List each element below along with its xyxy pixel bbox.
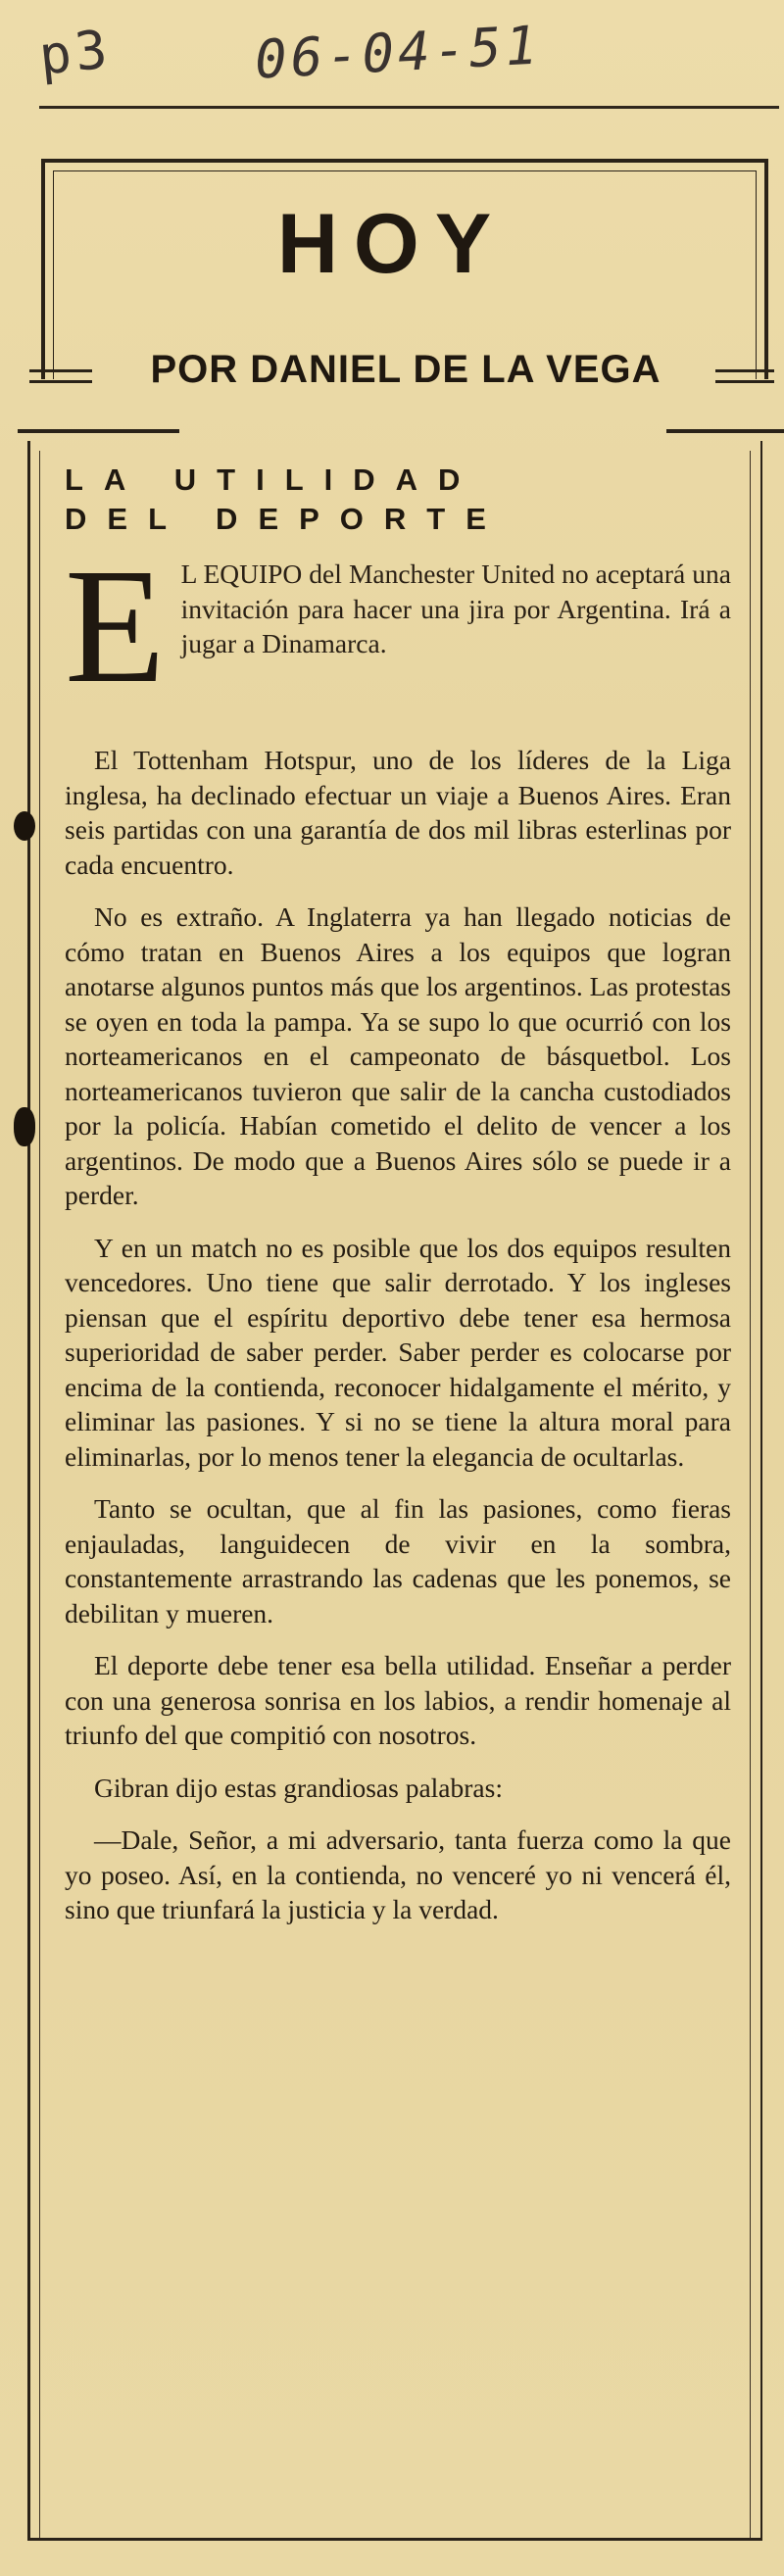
byline-rule-right <box>715 369 774 383</box>
article-heading <box>65 461 613 539</box>
column-rule-top-left <box>18 429 179 433</box>
paragraph: Gibran dijo estas grandiosas palabras: <box>94 1772 503 1803</box>
column-title: HOY <box>276 197 508 291</box>
article-heading-line-2: DEL DEPORTE <box>65 502 507 536</box>
paragraph: Y en un match no es posible que los dos equipos resulten vencedores. Uno tiene que salir derrotado. Y los ingleses piensan que el espíritu deportivo debe tener esa hermosa superioridad de saber perder. Saber perder es colocarse por encima de la contienda, reconocer hidalgamente el mérito, y eliminar las pasiones. Y si no se tiene la altura moral para eliminarlas, por lo menos tener la elegancia de ocultarlas. <box>65 1232 731 1472</box>
paragraph: El deporte debe tener esa bella utilidad. Enseñar a perder con una generosa sonrisa en los labios, a rendir homenaje al triunfo del que compitió con nosotros. <box>65 1650 731 1750</box>
punch-hole <box>14 1107 35 1146</box>
paragraph: Tanto se ocultan, que al fin las pasiones, como fieras enjauladas, languidecen de vivir en la sombra, constantemente arrastrando las cadenas que les ponemos, se debilitan y mueren. <box>65 1493 731 1628</box>
article-body <box>65 743 731 1945</box>
handwritten-date: 06-04-51 <box>253 14 543 91</box>
article-heading-line-1: LA UTILIDAD <box>65 462 481 497</box>
byline: POR DANIEL DE LA VEGA <box>150 348 662 391</box>
lead-paragraph: L EQUIPO del Manchester United no aceptará una invitación para hacer una jira por Argentina. Irá a jugar a Dinamarca. <box>180 559 731 658</box>
handwritten-page-ref: p3 <box>35 18 115 87</box>
paragraph: No es extraño. A Inglaterra ya han llegado noticias de cómo tratan en Buenos Aires a los equipos que logran anotarse algunos puntos más que los argentinos. Las protestas se oyen en toda la pampa. Ya se supo lo que ocurrió con los norteamericanos en el campeonato de básquetbol. Los norteamericanos tuvieron que salir de la cancha custodiados por la policía. Habían cometido el delito de vencer a los argentinos. De modo que a Buenos Aires sólo se puede ir a perder. <box>65 901 731 1210</box>
column-rule-top-right <box>666 429 784 433</box>
handwritten-annotation <box>35 14 725 100</box>
punch-hole <box>14 811 35 841</box>
article-lead <box>65 535 731 717</box>
top-rule <box>39 106 779 109</box>
paragraph: —Dale, Señor, a mi adversario, tanta fuerza como la que yo poseo. Así, en la contienda, no venceré yo ni vencerá él, sino que triunfará la justicia y la verdad. <box>65 1824 731 1924</box>
drop-cap: E <box>65 535 166 717</box>
bottom-rule <box>27 2538 762 2541</box>
byline-row <box>29 348 774 407</box>
byline-rule-left <box>29 369 92 383</box>
paragraph: El Tottenham Hotspur, uno de los líderes de la Liga inglesa, ha declinado efectuar un viaje a Buenos Aires. Eran seis partidas con una garantía de dos mil libras esterlinas por cada encuentro. <box>65 745 731 880</box>
